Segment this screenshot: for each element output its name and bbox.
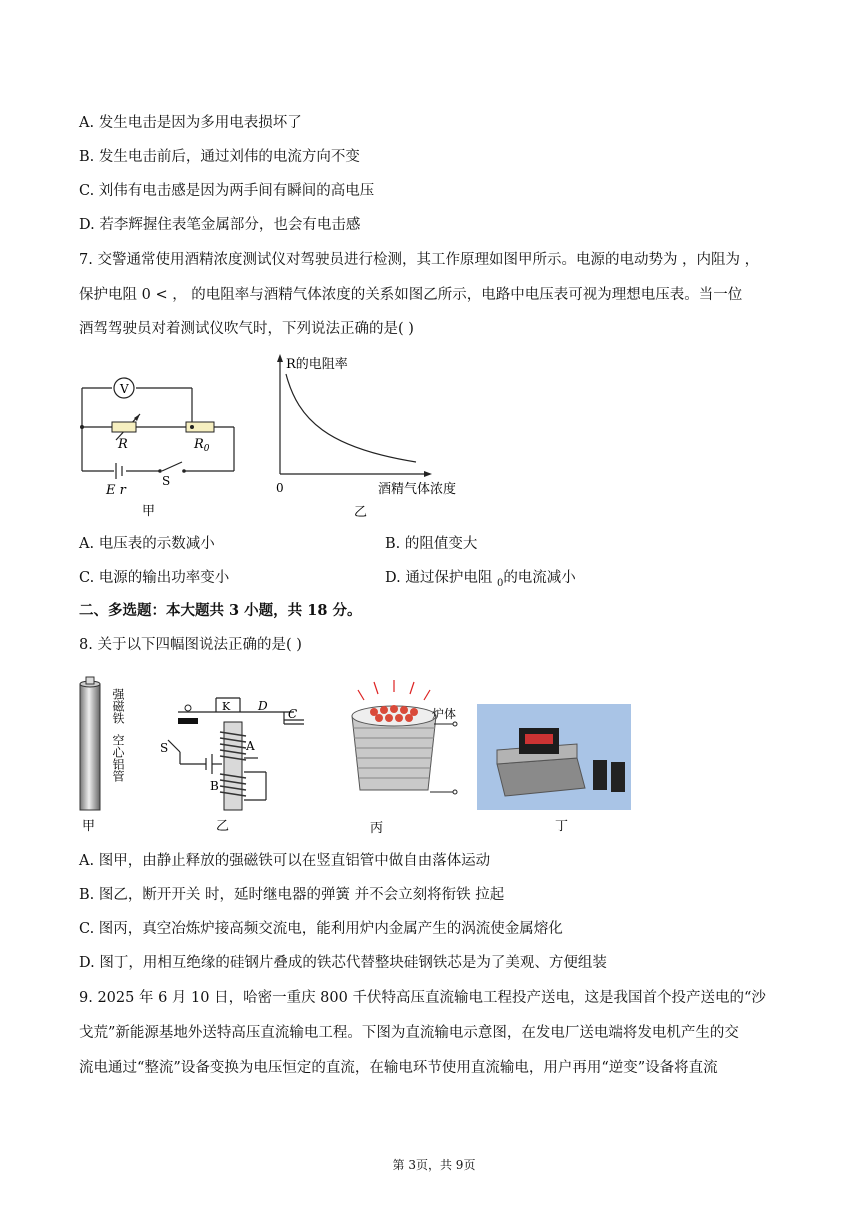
q7-stem-line1: 7. 交警通常使用酒精浓度测试仪对驾驶员进行检测，其工作原理如图甲所示。电源的电动势为 ，内阻为 ， <box>79 252 760 268</box>
relay-b-label: B <box>210 779 219 793</box>
voltmeter-label: V <box>120 382 129 396</box>
q7-option-b: B. 的阻值变大 <box>385 536 478 552</box>
q9-stem-line1: 9. 2025 年 6 月 10 日，哈密一重庆 800 千伏特高压直流输电工程投产送电，这是我国首个投产送电的“沙 <box>79 990 766 1006</box>
q6-option-c: C. 刘伟有电击感是因为两手间有瞬间的高电压 <box>79 183 375 199</box>
resistor-r-label: R <box>118 437 128 452</box>
q8-fig-jia-caption: 甲 <box>82 819 96 834</box>
q8-option-a: A. 图甲，由静止释放的强磁铁可以在竖直铝管中做自由落体运动 <box>79 853 491 869</box>
relay-k-label: K <box>222 700 231 713</box>
page-footer: 第 3页，共 9页 <box>392 1158 476 1172</box>
battery-label: E r <box>106 483 126 498</box>
q7-option-d: D. 通过保护电阻 $_0$的电流减小 <box>385 570 576 589</box>
section-title-multi-choice: 二、多选题：本大题共 3 小题，共 18 分。 <box>79 602 362 619</box>
switch-label: S <box>162 474 171 488</box>
relay-a-label: A <box>246 739 255 753</box>
relay-c-label: C <box>288 707 298 721</box>
tube-label: 空心铝管 <box>111 734 125 782</box>
q8-furnace-figure <box>334 680 464 834</box>
q7-stem-line2: 保护电阻 0 < ， 的电阻率与酒精气体浓度的关系如图乙所示，电路中电压表可视为理想电压表。当一位 <box>79 287 743 303</box>
q8-aluminium-tube-figure <box>74 674 134 834</box>
q8-laminated-core-figure <box>477 704 633 834</box>
fig-yi-caption: 乙 <box>354 505 368 520</box>
graph-origin: 0 <box>276 481 284 495</box>
q8-option-d: D. 图丁，用相互绝缘的硅钢片叠成的铁芯代替整块硅钢铁芯是为了美观、方便组装 <box>79 955 607 971</box>
q9-stem-line2: 戈荒”新能源基地外送特高压直流输电工程。下图为直流输电示意图，在发电厂送电端将发电机产生的交 <box>79 1025 739 1041</box>
q8-fig-ding-caption: 丁 <box>555 819 569 834</box>
q6-option-a: A. 发生电击是因为多用电表损坏了 <box>79 115 302 131</box>
q8-relay-figure <box>158 692 318 834</box>
q8-stem: 8. 关于以下四幅图说法正确的是( ) <box>79 637 302 653</box>
graph-y-label: R的电阻率 <box>286 357 348 372</box>
q8-fig-bing-caption: 丙 <box>370 821 384 834</box>
graph-x-label: 酒精气体浓度 <box>378 482 457 497</box>
q9-stem-line3: 流电通过“整流”设备变换为电压恒定的直流，在输电环节使用直流输电，用户再用“逆变”设备将直流 <box>79 1060 718 1076</box>
q7-resistivity-graph <box>268 350 478 520</box>
q8-option-c: C. 图丙，真空冶炼炉接高频交流电，能利用炉内金属产生的涡流使金属熔化 <box>79 921 563 937</box>
q7-option-c: C. 电源的输出功率变小 <box>79 570 230 586</box>
q7-option-a: A. 电压表的示数减小 <box>79 536 215 552</box>
relay-s-label: S <box>160 741 169 755</box>
q6-option-b: B. 发生电击前后，通过刘伟的电流方向不变 <box>79 149 360 165</box>
q8-option-b: B. 图乙，断开开关 时，延时继电器的弹簧 并不会立刻将衔铁 拉起 <box>79 887 505 903</box>
q6-option-d: D. 若李辉握住表笔金属部分，也会有电击感 <box>79 217 361 233</box>
furnace-label: 炉体 <box>432 707 457 721</box>
q7-stem-line3: 酒驾驾驶员对着测试仪吹气时，下列说法正确的是( ) <box>79 321 414 337</box>
magnet-label: 强磁铁 <box>111 688 125 724</box>
q8-fig-yi-caption: 乙 <box>216 819 230 834</box>
q7-circuit-diagram <box>76 368 246 518</box>
resistor-r0-label: $R_0$ <box>194 437 210 454</box>
fig-jia-caption: 甲 <box>142 504 156 518</box>
relay-d-label: D <box>258 699 268 713</box>
